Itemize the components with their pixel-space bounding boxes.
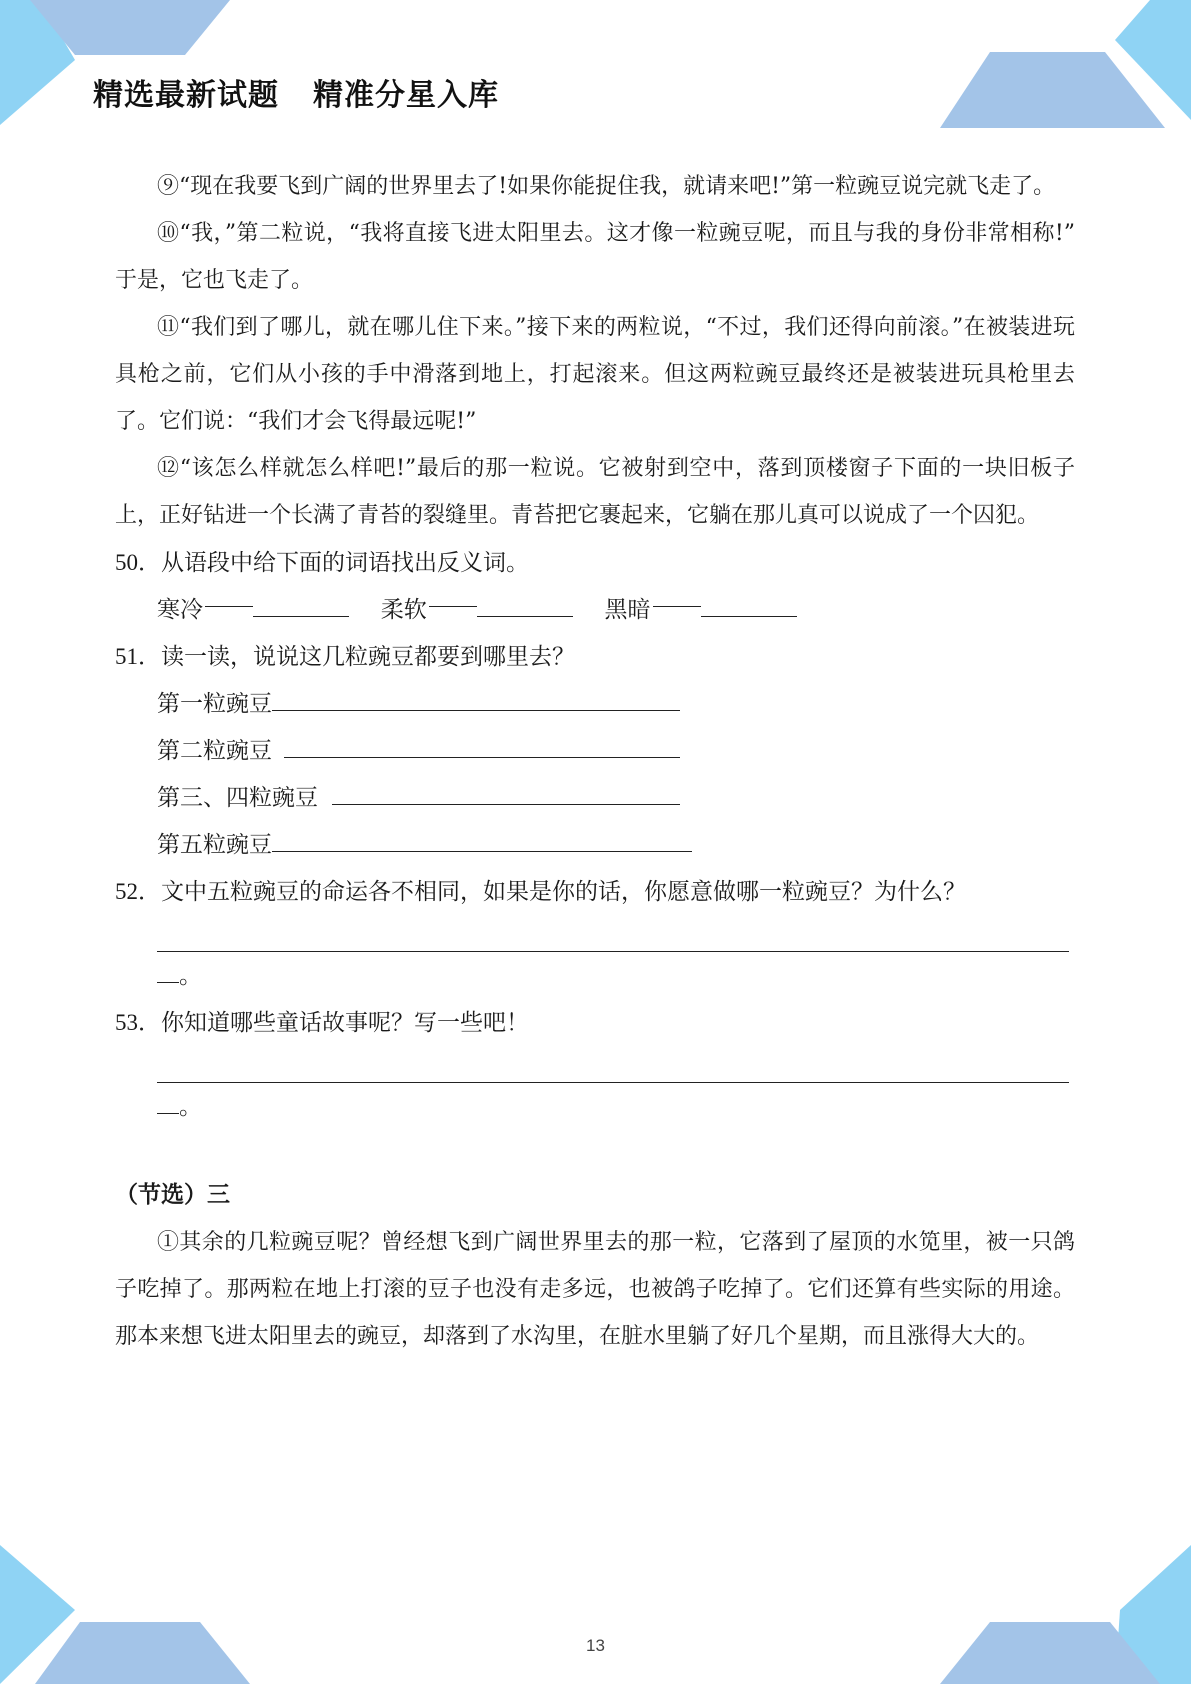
- antonym-word: 黑暗: [604, 597, 651, 622]
- answer-blank[interactable]: [253, 594, 349, 617]
- section-3-excerpt: [115, 1219, 1075, 1360]
- dash: [653, 606, 701, 607]
- top-right-trapezoid: [940, 52, 1165, 128]
- pea-label: 第一粒豌豆: [157, 691, 272, 716]
- question-number: 51．: [115, 644, 161, 669]
- header-title-part2: 精准分星入库: [313, 78, 499, 113]
- page-number: 13: [586, 1636, 605, 1655]
- question-53: [115, 999, 1075, 1046]
- answer-blank[interactable]: [272, 688, 680, 711]
- short-blank[interactable]: [157, 1093, 179, 1114]
- question-text: 文中五粒豌豆的命运各不相同，如果是你的话，你愿意做哪一粒豌豆？为什么？: [161, 879, 966, 904]
- question-number: 52．: [115, 879, 161, 904]
- pea-label: 第三、四粒豌豆: [157, 785, 318, 810]
- header-title-part1: 精选最新试题: [93, 78, 279, 113]
- antonym-word: 寒冷: [157, 597, 203, 622]
- pea-label: 第五粒豌豆: [157, 832, 272, 857]
- answer-blank[interactable]: [272, 829, 692, 852]
- pea-destination-row: [157, 821, 1075, 868]
- antonym-pair: [157, 586, 349, 633]
- header-title: [93, 70, 499, 114]
- answer-line-end: [157, 1083, 1075, 1130]
- answer-blank[interactable]: [284, 735, 680, 758]
- antonym-pair: [605, 586, 797, 633]
- story-paragraph-1: ①其余的几粒豌豆呢？曾经想飞到广阔世界里去的那一粒，它落到了屋顶的水笕里，被一只鸽子吃掉了。那两粒在地上打滚的豆子也没有走多远，也被鸽子吃掉了。它们还算有些实际的用途。那本来想飞进太阳里去的豌豆，却落到了水沟里，在脏水里躺了好几个星期，而且涨得大大的。: [115, 1230, 1075, 1349]
- story-excerpt: [115, 163, 1075, 539]
- story-paragraph-11: ⑪“我们到了哪儿，就在哪儿住下来。”接下来的两粒说，“不过，我们还得向前滚。”在被装进玩具枪之前，它们从小孩的手中滑落到地上，打起滚来。但这两粒豌豆最终还是被装进玩具枪里去了。它们说：“我们才会飞得最远呢!”: [115, 315, 1075, 434]
- antonym-word: 柔软: [380, 597, 427, 622]
- answer-blank[interactable]: [332, 782, 680, 805]
- question-text: 读一读，说说这几粒豌豆都要到哪里去？: [161, 644, 575, 669]
- end-mark: 。: [179, 963, 202, 988]
- story-paragraph-12: ⑫“该怎么样就怎么样吧!”最后的那一粒说。它被射到空中，落到顶楼窗子下面的一块旧板子上，正好钻进一个长满了青苔的裂缝里。青苔把它裹起来，它躺在那儿真可以说成了一个囚犯。: [115, 456, 1075, 528]
- question-text: 你知道哪些童话故事呢？写一些吧！: [161, 1010, 529, 1035]
- dash: [429, 606, 477, 607]
- story-paragraph-9: ⑨“现在我要飞到广阔的世界里去了!如果你能捉住我，就请来吧!”第一粒豌豆说完就飞走了。: [157, 174, 1056, 199]
- dash: [205, 606, 253, 607]
- question-text: 从语段中给下面的词语找出反义词。: [161, 550, 529, 575]
- answer-line-end: [157, 952, 1075, 999]
- pea-destination-row: [157, 727, 1075, 774]
- pea-destination-row: [157, 680, 1075, 727]
- question-number: 53．: [115, 1010, 161, 1035]
- end-mark: 。: [179, 1094, 202, 1119]
- short-blank[interactable]: [157, 962, 179, 983]
- story-paragraph-10: ⑩“我，”第二粒说，“我将直接飞进太阳里去。这才像一粒豌豆呢，而且与我的身份非常相称!” 于是，它也飞走了。: [115, 221, 1075, 293]
- pea-label: 第二粒豌豆: [157, 738, 272, 763]
- section-heading: （节选）三: [115, 1182, 230, 1208]
- question-51: [115, 633, 1075, 680]
- main-content: [115, 163, 1075, 1360]
- answer-line[interactable]: [157, 929, 1069, 952]
- answer-line[interactable]: [157, 1060, 1069, 1083]
- antonym-pair: [381, 586, 573, 633]
- question-50: [115, 539, 1075, 586]
- answer-blank[interactable]: [701, 594, 797, 617]
- antonym-blanks: [157, 586, 1075, 633]
- question-number: 50．: [115, 550, 161, 575]
- question-52: [115, 868, 1075, 915]
- pea-destination-row: [157, 774, 1075, 821]
- answer-blank[interactable]: [477, 594, 573, 617]
